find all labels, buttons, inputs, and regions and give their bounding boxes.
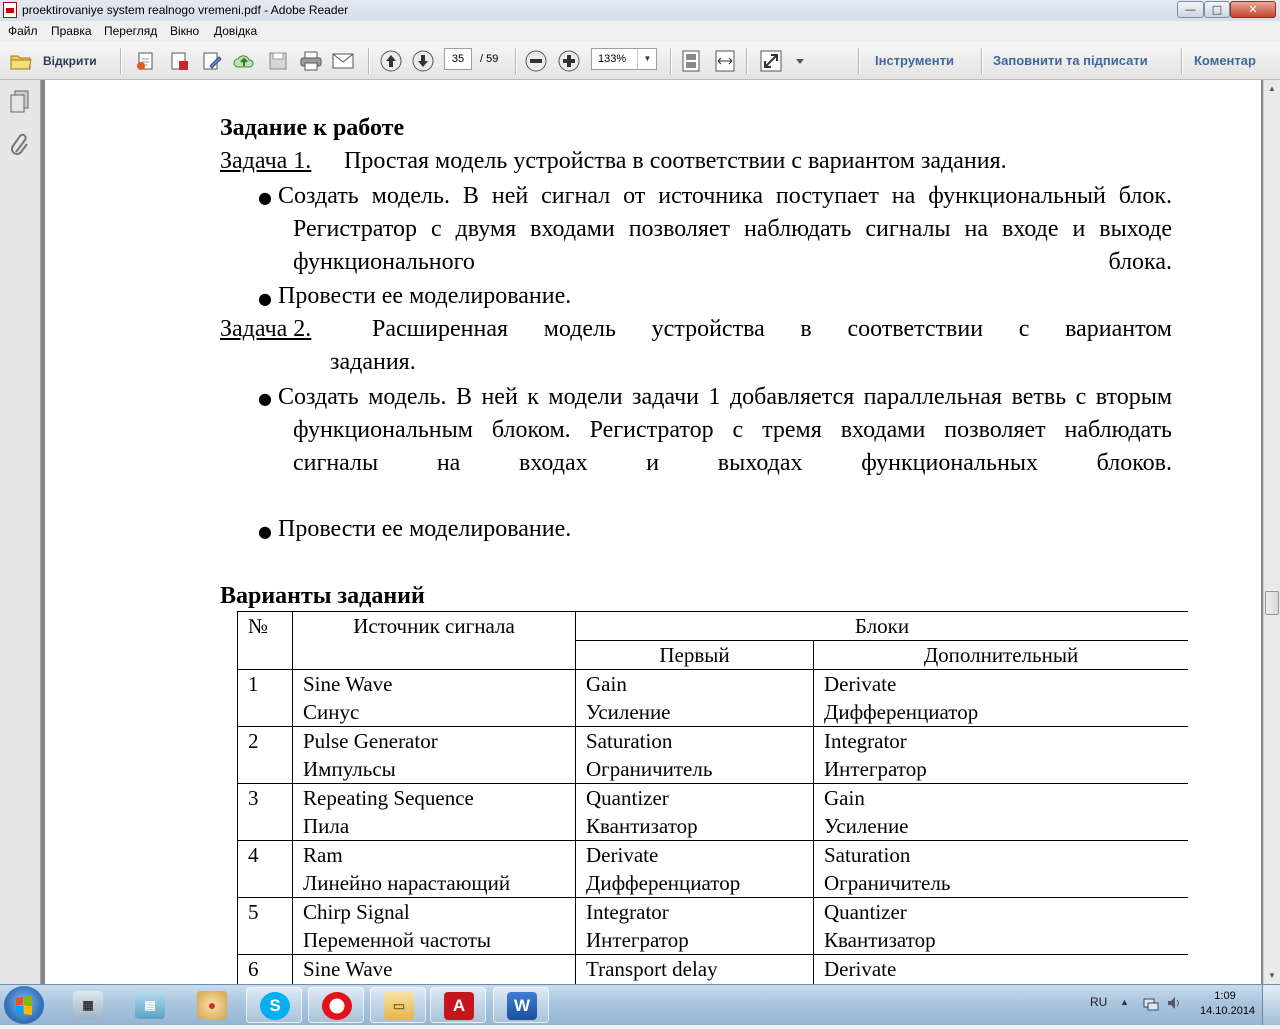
toolbar-separator	[670, 48, 672, 74]
bullet-icon: ●	[258, 188, 272, 207]
combine-pdf-icon[interactable]	[168, 50, 190, 72]
window-title: proektirovaniye system realnogo vremeni.pdf - Adobe Reader	[22, 3, 349, 17]
table-header-first: Первый	[576, 641, 814, 670]
first-block-ru: Ограничитель	[586, 757, 713, 781]
clock[interactable]	[1200, 989, 1256, 1019]
variant-number: 1	[248, 672, 259, 696]
signal-source: Repeating Sequence	[303, 786, 474, 810]
menu-view[interactable]: Перегляд	[104, 24, 158, 38]
additional-block: Derivate	[824, 672, 897, 696]
chevron-down-icon[interactable]: ▼	[637, 49, 657, 69]
additional-block: Gain	[824, 786, 865, 810]
task2-text-line1: Расширенная модель устройства в соответствии с вариантом	[372, 316, 1172, 342]
clock-time: 1:09	[1214, 990, 1236, 1002]
network-icon[interactable]	[1143, 995, 1159, 1016]
fit-page-icon[interactable]	[680, 50, 702, 72]
adobe-reader-icon	[3, 2, 17, 18]
zoom-value: 133%	[598, 53, 627, 65]
additional-block-ru: Усиление	[824, 814, 909, 838]
variant-number-cell	[238, 841, 293, 898]
input-language[interactable]: RU	[1090, 995, 1108, 1009]
bullet-icon: ●	[258, 289, 272, 308]
table-header-blocks: Блоки	[576, 612, 1189, 641]
windows-taskbar	[0, 984, 1280, 1025]
toolbar-separator	[368, 48, 370, 74]
toolbar-separator	[981, 48, 983, 74]
variant-number: 3	[248, 786, 259, 810]
first-block: Saturation	[586, 729, 673, 753]
close-button[interactable]: ✕	[1230, 1, 1276, 18]
first-block: Derivate	[586, 843, 659, 867]
page-number-input[interactable]: 35	[444, 48, 472, 70]
signal-source: Sine Wave	[303, 672, 393, 696]
signal-source: Pulse Generator	[303, 729, 438, 753]
variants-table	[237, 611, 1188, 984]
save-icon[interactable]	[267, 50, 289, 72]
signal-source-cell	[293, 898, 576, 955]
signal-source-ru: Переменной частоты	[303, 928, 491, 952]
open-button[interactable]: Відкрити	[43, 54, 97, 68]
tools-pane-button[interactable]: Інструменти	[875, 53, 954, 68]
additional-block-cell	[814, 727, 1189, 784]
first-block-cell	[576, 955, 814, 985]
variant-number-cell	[238, 784, 293, 841]
toolbar-separator	[515, 48, 517, 74]
task-heading: Задание к работе	[220, 115, 405, 141]
scroll-down-icon[interactable]: ▼	[1268, 971, 1276, 980]
task1-bullet1	[278, 180, 1172, 279]
first-block-cell	[576, 784, 814, 841]
notepad-icon: ▤	[135, 991, 165, 1019]
first-block: Transport delay	[586, 957, 718, 981]
variant-number-cell	[238, 955, 293, 985]
taskbar-explorer[interactable]	[370, 987, 426, 1023]
additional-block: Quantizer	[824, 900, 907, 924]
menu-edit[interactable]: Правка	[51, 24, 92, 38]
first-block: Quantizer	[586, 786, 669, 810]
taskbar-notepad[interactable]	[122, 987, 178, 1023]
signal-source: Chirp Signal	[303, 900, 410, 924]
signal-source-ru: Линейно нарастающий	[303, 871, 511, 895]
table-body	[238, 670, 1189, 985]
task2-label: Задача 2.	[220, 316, 312, 342]
word-icon: W	[507, 992, 537, 1020]
first-block-cell	[576, 670, 814, 727]
toolbar-separator	[120, 48, 122, 74]
first-block-cell	[576, 727, 814, 784]
variant-number: 6	[248, 957, 259, 981]
maximize-button[interactable]: □	[1204, 1, 1230, 18]
menu-file[interactable]: Файл	[8, 24, 38, 38]
first-block-ru: Усиление	[586, 700, 671, 724]
vertical-scrollbar[interactable]	[1263, 80, 1280, 984]
additional-block-ru: Квантизатор	[824, 928, 936, 952]
taskbar-skype[interactable]	[246, 987, 302, 1023]
variant-number: 4	[248, 843, 259, 867]
page-total: / 59	[480, 53, 499, 65]
start-button[interactable]	[4, 986, 44, 1024]
skype-icon: S	[260, 992, 290, 1020]
folder-icon: ▭	[384, 992, 414, 1020]
additional-block-ru: Ограничитель	[824, 871, 951, 895]
fill-sign-pane-button[interactable]: Заповнити та підписати	[993, 53, 1148, 68]
additional-block-cell	[814, 670, 1189, 727]
first-block-cell	[576, 898, 814, 955]
additional-block-cell	[814, 784, 1189, 841]
signal-source-ru: Синус	[303, 700, 360, 724]
scrollbar-thumb[interactable]	[1265, 591, 1279, 615]
variant-number: 5	[248, 900, 259, 924]
toolbar-separator	[1181, 48, 1183, 74]
zoom-out-icon[interactable]	[525, 50, 547, 72]
opera-icon	[322, 992, 352, 1020]
tray-expand-icon[interactable]: ▲	[1120, 997, 1129, 1007]
signal-source: Sine Wave	[303, 957, 393, 981]
menu-window[interactable]: Вікно	[170, 24, 200, 38]
task2-bullet1	[278, 381, 1172, 480]
page-thumbnails-icon[interactable]	[9, 89, 31, 118]
table-row	[238, 670, 1189, 727]
first-block-ru: Квантизатор	[586, 814, 698, 838]
taskbar-adobe-reader[interactable]	[430, 987, 486, 1023]
bullet-icon: ●	[258, 522, 272, 541]
signal-source: Ram	[303, 843, 343, 867]
taskbar-calculator[interactable]	[60, 987, 116, 1023]
variant-number: 2	[248, 729, 259, 753]
additional-block-cell	[814, 898, 1189, 955]
table-row	[238, 784, 1189, 841]
additional-block: Saturation	[824, 843, 911, 867]
first-block-ru: Интегратор	[586, 928, 689, 952]
task1-bullet2: Провести ее моделирование.	[278, 283, 572, 309]
task1-label: Задача 1.	[220, 148, 312, 174]
print-icon[interactable]	[300, 50, 322, 72]
additional-block-cell	[814, 841, 1189, 898]
volume-icon[interactable]	[1166, 995, 1182, 1016]
email-icon[interactable]	[332, 50, 354, 72]
title-bar	[0, 0, 1280, 22]
toolbar-separator	[746, 48, 748, 74]
open-folder-icon[interactable]	[10, 50, 32, 72]
task1-text: Простая модель устройства в соответствии с вариантом задания.	[344, 148, 1007, 174]
more-tools-chevron-icon[interactable]	[790, 50, 810, 72]
task2-text-line2: задания.	[330, 349, 416, 375]
task1-bullet1-text: Создать модель. В ней сигнал от источника поступает на функциональный блок. Регистратор с двумя входами позволяет наблюдать сигналы на входе и выходе функционального блока.	[278, 183, 1172, 275]
table-row	[238, 841, 1189, 898]
zoom-in-icon[interactable]	[558, 50, 580, 72]
table-row	[238, 727, 1189, 784]
minimize-button[interactable]: —	[1177, 1, 1204, 18]
adobe-reader-icon: A	[444, 992, 474, 1020]
variant-number-cell	[238, 898, 293, 955]
signal-source-cell	[293, 955, 576, 985]
calculator-icon: ▦	[73, 991, 103, 1019]
first-block: Gain	[586, 672, 627, 696]
upload-cloud-icon[interactable]	[233, 50, 255, 72]
signal-source-cell	[293, 727, 576, 784]
additional-block-cell	[814, 955, 1189, 985]
table-row	[238, 955, 1189, 985]
next-page-icon[interactable]	[412, 50, 434, 72]
variant-number-cell	[238, 670, 293, 727]
variant-number-cell	[238, 727, 293, 784]
taskbar-paint[interactable]	[184, 987, 240, 1023]
table-header-number: №	[238, 612, 293, 670]
additional-block: Derivate	[824, 957, 897, 981]
table-row	[238, 898, 1189, 955]
paint-palette-icon: ●	[197, 991, 227, 1019]
comment-pane-button[interactable]: Коментар	[1194, 53, 1256, 68]
menu-help[interactable]: Довідка	[214, 24, 258, 38]
first-block-cell	[576, 841, 814, 898]
signal-source-ru: Пила	[303, 814, 350, 838]
variants-heading: Варианты заданий	[220, 583, 425, 609]
additional-block: Integrator	[824, 729, 907, 753]
create-pdf-icon[interactable]	[135, 50, 157, 72]
task2-bullet2: Провести ее моделирование.	[278, 516, 572, 542]
table-header-source: Источник сигнала	[293, 612, 576, 670]
additional-block-ru: Дифференциатор	[824, 700, 979, 724]
first-block: Integrator	[586, 900, 669, 924]
signal-source-cell	[293, 784, 576, 841]
fullscreen-icon[interactable]	[760, 50, 782, 72]
taskbar-opera[interactable]	[308, 987, 364, 1023]
taskbar-word[interactable]	[493, 987, 549, 1023]
toolbar-separator	[858, 48, 860, 74]
previous-page-icon[interactable]	[380, 50, 402, 72]
signal-source-cell	[293, 841, 576, 898]
bullet-icon: ●	[258, 389, 272, 408]
show-desktop-button[interactable]	[1262, 985, 1280, 1025]
additional-block-ru: Интегратор	[824, 757, 927, 781]
menu-bar	[0, 21, 1280, 42]
signal-source-cell	[293, 670, 576, 727]
first-block-ru: Дифференциатор	[586, 871, 741, 895]
navigation-pane	[0, 80, 41, 984]
attachments-paperclip-icon[interactable]	[10, 132, 30, 161]
edit-pdf-icon[interactable]	[201, 50, 223, 72]
task2-bullet1-text: Создать модель. В ней к модели задачи 1 добавляется параллельная ветвь с вторым функциональным блоком. Регистратор с тремя входами позволяет наблюдать сигналы на входах и выходах функциональных блоков.	[278, 384, 1172, 476]
scroll-up-icon[interactable]: ▲	[1268, 84, 1276, 93]
signal-source-ru: Импульсы	[303, 757, 396, 781]
fit-width-icon[interactable]	[714, 50, 736, 72]
clock-date: 14.10.2014	[1200, 1005, 1256, 1017]
table-header-additional: Дополнительный	[814, 641, 1189, 670]
